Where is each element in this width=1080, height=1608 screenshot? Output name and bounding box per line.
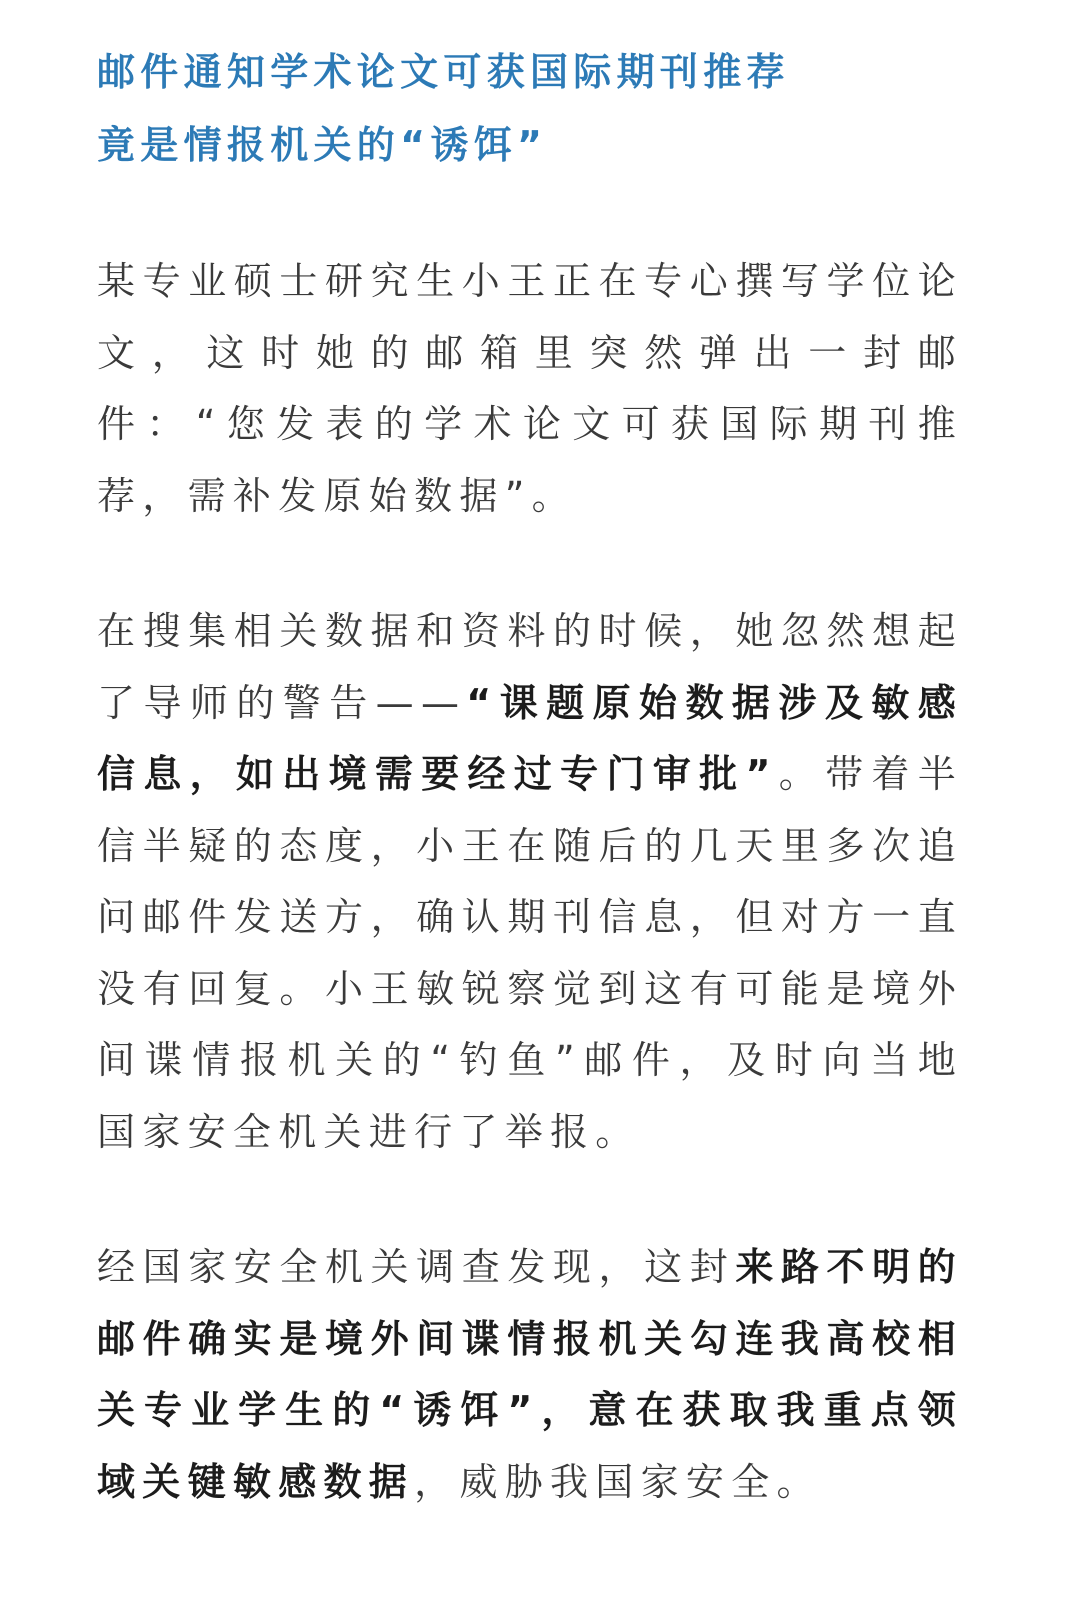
emphasis-text: “课题原始数据涉及敏感信息，如出境需要经过专门审批” — [97, 680, 964, 796]
paragraph — [97, 246, 963, 532]
paragraph — [97, 1232, 963, 1518]
article-body — [97, 36, 963, 1582]
title-line: 竟是情报机关的“诱饵” — [97, 123, 548, 167]
article-title — [97, 36, 963, 182]
title-line: 邮件通知学术论文可获国际期刊推荐 — [97, 50, 790, 94]
paragraph-text: 某专业硕士研究生小王正在专心撰写学位论文，这时她的邮箱里突然弹出一封邮件：“您发表的学术论文可获国际期刊推荐，需补发原始数据”。 — [97, 259, 963, 518]
paragraph-text: ，威胁我国家安全。 — [414, 1459, 822, 1504]
paragraph — [97, 596, 963, 1168]
paragraph-text: 。带着半信半疑的态度，小王在随后的几天里多次追问邮件发送方，确认期刊信息，但对方一直没有回复。小王敏锐察觉到这有可能是境外间谍情报机关的“钓鱼”邮件，及时向当地国家安全机关进行了举报。 — [97, 752, 964, 1154]
paragraph-text: 在搜集相关数据和资料的时候，她忽然想起了导师的警告—— — [97, 609, 963, 725]
emphasis-text: 来路不明的邮件确实是境外间谍情报机关勾连我高校相关专业学生的“诱饵”，意在获取我重点领域关键敏感数据 — [97, 1245, 963, 1504]
paragraph-text: 经国家安全机关调查发现，这封 — [97, 1245, 736, 1289]
